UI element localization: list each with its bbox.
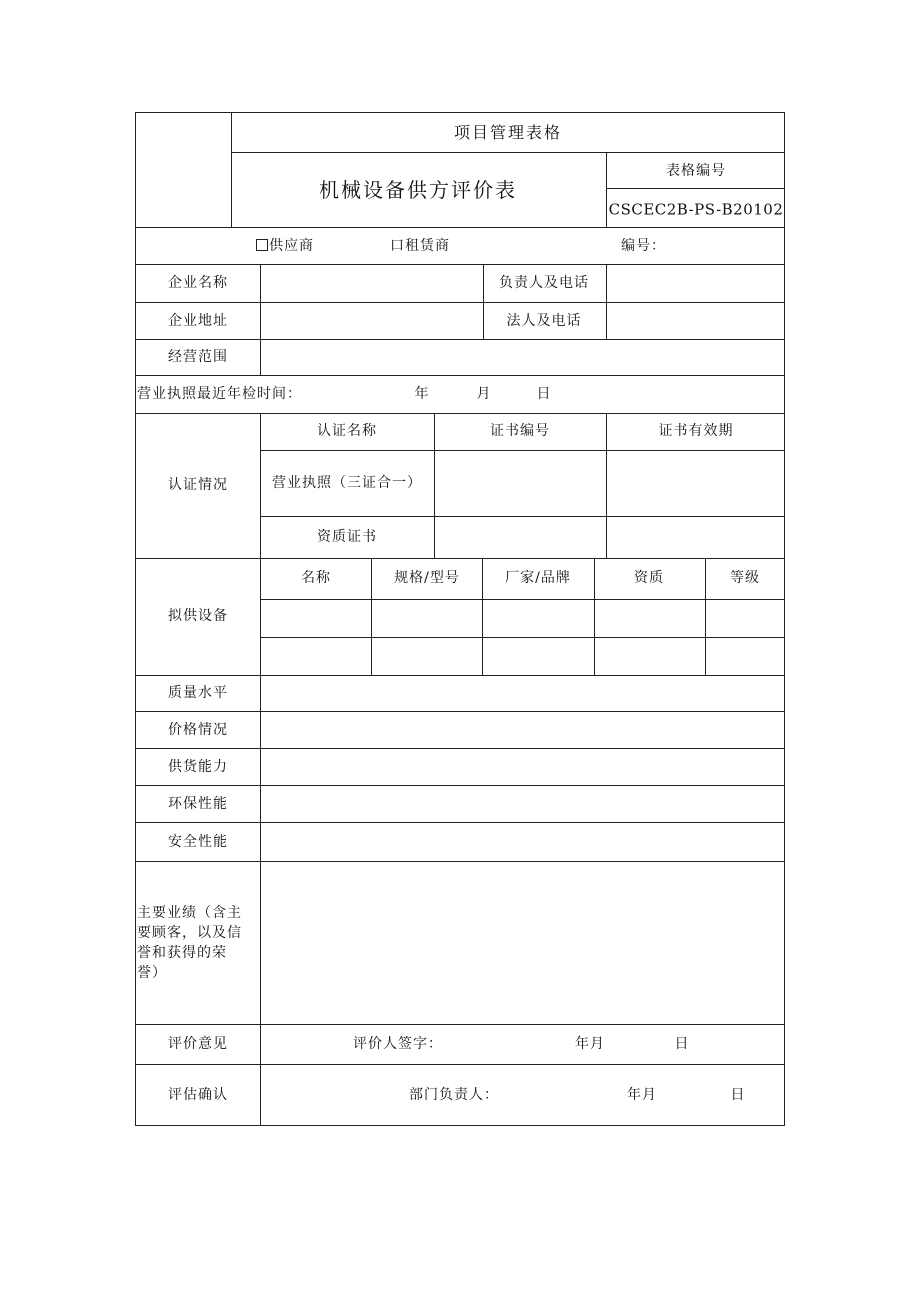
assessment-confirmation-label: 评估确认 <box>168 1087 228 1103</box>
row-divider <box>136 339 785 340</box>
column-divider <box>482 558 483 675</box>
license-inspection-label: 营业执照最近年检时间： <box>137 386 302 402</box>
confirmation-day: 日 <box>730 1087 746 1103</box>
column-divider <box>260 413 261 1125</box>
form-number-value: CSCEC2B-PS-B20102 <box>608 200 784 219</box>
equipment-brand-header: 厂家/品牌 <box>505 570 571 586</box>
row-divider <box>260 637 785 638</box>
equipment-grade-header: 等级 <box>730 570 760 586</box>
price-status-label: 价格情况 <box>168 722 228 738</box>
certification-section-label: 认证情况 <box>168 477 228 493</box>
row-divider <box>136 748 785 749</box>
row-divider <box>136 861 785 862</box>
row-divider <box>260 450 785 451</box>
row-divider <box>606 188 785 189</box>
evaluator-signature-label: 评价人签字： <box>353 1036 443 1052</box>
main-performance-label: 主要业绩（含主要顾客，以及信誉和获得的荣誉） <box>137 905 242 981</box>
form-category-title: 项目管理表格 <box>453 123 563 142</box>
row-divider <box>136 711 785 712</box>
equipment-model-header: 规格/型号 <box>394 570 460 586</box>
form-number-label: 表格编号 <box>666 163 726 179</box>
column-divider <box>434 413 435 558</box>
row-divider <box>136 675 785 676</box>
department-head-label: 部门负责人： <box>409 1087 499 1103</box>
legal-rep-label: 法人及电话 <box>506 313 582 329</box>
equipment-qualification-header: 资质 <box>634 570 664 586</box>
row-divider <box>136 1064 785 1065</box>
cert-row-business-license: 营业执照（三证合一） <box>272 475 422 491</box>
equipment-name-header: 名称 <box>301 570 331 586</box>
safety-performance-label: 安全性能 <box>168 834 228 850</box>
column-divider <box>260 264 261 376</box>
record-number-label: 编号： <box>621 238 666 254</box>
column-divider <box>606 264 607 339</box>
environmental-performance-label: 环保性能 <box>168 796 228 812</box>
lessor-option[interactable]: 口租赁商 <box>390 238 450 254</box>
supplier-checkbox[interactable] <box>256 239 268 251</box>
column-divider <box>371 558 372 675</box>
row-divider <box>136 375 785 376</box>
form-name-title: 机械设备供方评价表 <box>319 178 517 202</box>
row-divider <box>136 822 785 823</box>
cert-validity-header: 证书有效期 <box>658 423 734 439</box>
supply-capacity-label: 供货能力 <box>168 759 228 775</box>
row-divider <box>136 227 785 228</box>
contact-person-label: 负责人及电话 <box>499 275 589 291</box>
confirmation-year-month: 年月 <box>627 1087 657 1103</box>
row-divider <box>260 516 785 517</box>
row-divider <box>260 599 785 600</box>
evaluation-opinion-label: 评价意见 <box>168 1036 228 1052</box>
row-divider <box>136 302 785 303</box>
quality-level-label: 质量水平 <box>168 685 228 701</box>
row-divider <box>136 264 785 265</box>
column-divider <box>231 113 232 227</box>
license-year-label: 年 <box>414 386 430 402</box>
cert-number-header: 证书编号 <box>490 423 550 439</box>
license-month-label: 月 <box>476 386 492 402</box>
column-divider <box>606 152 607 227</box>
supplier-evaluation-form <box>135 112 785 1126</box>
row-divider <box>136 558 785 559</box>
evaluation-year-month: 年月 <box>575 1036 605 1052</box>
row-divider <box>136 413 785 414</box>
column-divider <box>606 413 607 558</box>
evaluation-day: 日 <box>674 1036 690 1052</box>
column-divider <box>483 264 484 339</box>
license-day-label: 日 <box>536 386 552 402</box>
row-divider <box>231 152 785 153</box>
column-divider <box>594 558 595 675</box>
business-scope-label: 经营范围 <box>168 349 228 365</box>
supplier-option[interactable] <box>256 239 314 253</box>
column-divider <box>705 558 706 675</box>
equipment-section-label: 拟供设备 <box>168 608 228 624</box>
row-divider <box>136 785 785 786</box>
supplier-option-label: 供应商 <box>269 238 314 254</box>
cert-row-qualification: 资质证书 <box>317 529 377 545</box>
cert-name-header: 认证名称 <box>317 423 377 439</box>
company-name-label: 企业名称 <box>168 275 228 291</box>
row-divider <box>136 1024 785 1025</box>
company-address-label: 企业地址 <box>168 313 228 329</box>
